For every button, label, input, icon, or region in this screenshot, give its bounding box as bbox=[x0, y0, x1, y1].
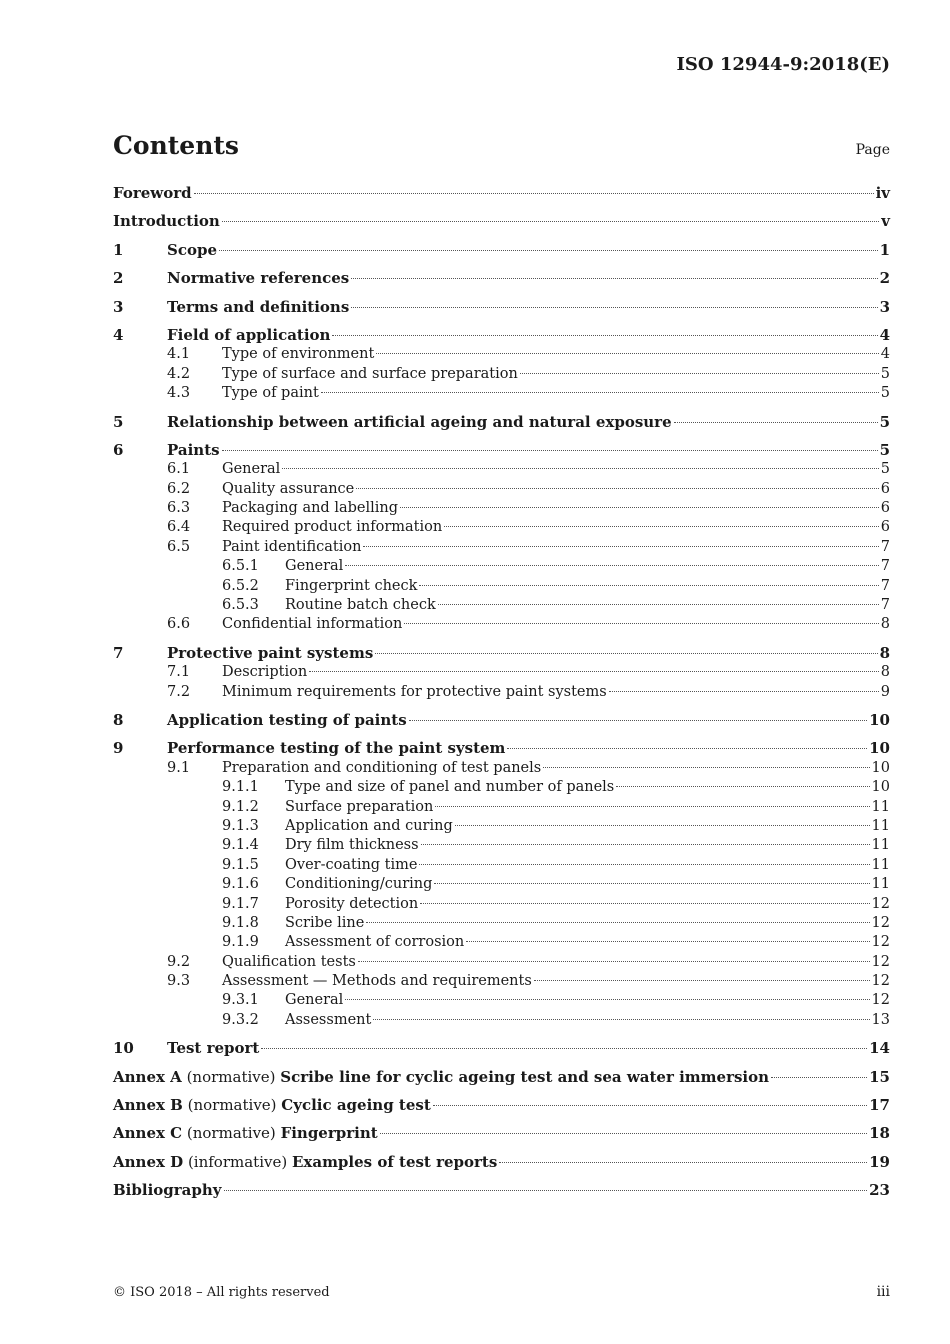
toc-entry-page: 12 bbox=[871, 914, 890, 931]
annex-type: (normative) bbox=[181, 1067, 281, 1086]
dot-leader bbox=[222, 450, 878, 451]
toc-entry-page: 3 bbox=[879, 297, 890, 316]
toc-entry[interactable] bbox=[113, 441, 890, 460]
toc-entry[interactable] bbox=[113, 711, 890, 730]
toc-entry-page: 12 bbox=[871, 953, 890, 970]
toc-entry-page: 11 bbox=[871, 856, 890, 873]
toc-entry-title: Bibliography bbox=[113, 1181, 222, 1200]
toc-entry-title: Terms and definitions bbox=[167, 297, 350, 316]
dot-leader bbox=[543, 767, 869, 768]
annex-title: Fingerprint bbox=[280, 1124, 378, 1143]
toc-entry-number: 9.3 bbox=[167, 973, 191, 990]
toc-entry-title: Description bbox=[222, 664, 308, 681]
toc-entry-page: 7 bbox=[880, 558, 890, 575]
annex-type: (normative) bbox=[182, 1096, 282, 1115]
dot-leader bbox=[380, 1133, 867, 1134]
toc-entry-page: 6 bbox=[880, 519, 890, 536]
dot-leader bbox=[771, 1077, 867, 1078]
toc-entry-number: 9.1.6 bbox=[222, 876, 259, 893]
toc-entry-number: 6.5.2 bbox=[222, 577, 259, 594]
toc-entry-title: Over-coating time bbox=[285, 856, 418, 873]
toc-entry-page: 5 bbox=[880, 365, 890, 382]
toc-entry[interactable] bbox=[113, 345, 890, 364]
toc-entry-page: 1 bbox=[879, 240, 890, 259]
toc-entry-number: 8 bbox=[113, 710, 124, 729]
toc-entry-title: Fingerprint check bbox=[285, 577, 418, 594]
dot-leader bbox=[363, 546, 878, 547]
dot-leader bbox=[345, 565, 878, 566]
toc-entry-title: General bbox=[285, 558, 344, 575]
toc-entry-number: 4.2 bbox=[167, 365, 191, 382]
dot-leader bbox=[433, 1105, 867, 1106]
dot-leader bbox=[321, 392, 879, 393]
toc-entry-title: Field of application bbox=[167, 325, 331, 344]
toc-entry-title: Foreword bbox=[113, 184, 192, 202]
dot-leader bbox=[194, 193, 874, 194]
toc-entry-page: 7 bbox=[880, 538, 890, 555]
annex-title: Cyclic ageing test bbox=[281, 1096, 431, 1115]
dot-leader bbox=[366, 922, 869, 923]
toc-entry-page: 11 bbox=[871, 817, 890, 834]
toc-entry-page: 5 bbox=[880, 461, 890, 478]
toc-entry-page: 7 bbox=[880, 597, 890, 614]
dot-leader bbox=[351, 307, 877, 308]
dot-leader bbox=[224, 1190, 868, 1191]
dot-leader bbox=[222, 221, 879, 222]
toc-entry-page: 11 bbox=[871, 837, 890, 854]
document-id: ISO 12944-9:2018(E) bbox=[676, 54, 890, 75]
dot-leader bbox=[345, 999, 869, 1000]
toc-entry-number: 4.3 bbox=[167, 385, 191, 402]
toc-entry-title: Scope bbox=[167, 240, 218, 259]
toc-entry-page: 17 bbox=[869, 1096, 890, 1115]
toc-entry-number: 9.3.1 bbox=[222, 992, 259, 1009]
toc-entry-page: 9 bbox=[880, 683, 890, 700]
toc-entry[interactable] bbox=[113, 615, 890, 634]
annex-label: Annex B bbox=[113, 1096, 183, 1115]
toc-entry-number: 9.1.5 bbox=[222, 856, 259, 873]
toc-entry-number: 6.5.3 bbox=[222, 597, 259, 614]
toc-entry-title: Paint identification bbox=[222, 538, 362, 555]
dot-leader bbox=[219, 250, 878, 251]
toc-entry[interactable] bbox=[113, 683, 890, 702]
toc-entry[interactable] bbox=[113, 1068, 890, 1087]
toc-entry-number: 4.1 bbox=[167, 346, 191, 363]
toc-entry-title: Application and curing bbox=[285, 817, 453, 834]
toc-entry-number: 9.1.1 bbox=[222, 779, 259, 796]
toc-entry[interactable] bbox=[113, 953, 890, 972]
toc-entry[interactable] bbox=[113, 1039, 890, 1058]
toc-entry-number: 5 bbox=[113, 412, 124, 431]
toc-entry-title: Type of environment bbox=[222, 346, 375, 363]
table-of-contents bbox=[113, 184, 890, 1201]
toc-entry-page: 4 bbox=[880, 346, 890, 363]
toc-entry-number: 9.1.9 bbox=[222, 934, 259, 951]
toc-entry[interactable] bbox=[113, 241, 890, 260]
toc-entry-number: 9.2 bbox=[167, 953, 191, 970]
dot-leader bbox=[455, 825, 870, 826]
toc-entry-title bbox=[113, 1096, 431, 1115]
toc-entry-page: 12 bbox=[871, 973, 890, 990]
toc-entry[interactable] bbox=[113, 739, 890, 758]
toc-entry-page: 2 bbox=[879, 269, 890, 288]
toc-entry[interactable] bbox=[113, 933, 890, 952]
annex-label: Annex A bbox=[113, 1067, 182, 1086]
annex-title: Scribe line for cyclic ageing test and sea water immersion bbox=[280, 1067, 770, 1086]
toc-entry-number: 2 bbox=[113, 269, 124, 288]
toc-entry-number: 6.1 bbox=[167, 461, 191, 478]
dot-leader bbox=[373, 1019, 869, 1020]
toc-entry[interactable] bbox=[113, 972, 890, 991]
dot-leader bbox=[351, 278, 877, 279]
toc-entry[interactable] bbox=[113, 557, 890, 576]
dot-leader bbox=[409, 720, 867, 721]
toc-entry-number: 9.1.7 bbox=[222, 895, 259, 912]
toc-entry[interactable] bbox=[113, 413, 890, 432]
toc-entry-title: Application testing of paints bbox=[167, 710, 407, 729]
toc-entry-title: Quality assurance bbox=[222, 480, 355, 497]
toc-entry-page: 8 bbox=[879, 643, 890, 662]
toc-entry-page: 6 bbox=[880, 500, 890, 517]
toc-entry-page: 11 bbox=[871, 798, 890, 815]
dot-leader bbox=[499, 1162, 867, 1163]
toc-entry[interactable] bbox=[113, 856, 890, 875]
toc-entry-title: Routine batch check bbox=[285, 597, 436, 614]
annex-type: (normative) bbox=[182, 1124, 281, 1143]
toc-entry-page: 13 bbox=[871, 1011, 890, 1028]
toc-entry-number: 7.2 bbox=[167, 683, 191, 700]
toc-entry-title: Porosity detection bbox=[285, 895, 419, 912]
toc-entry-number: 9.1.2 bbox=[222, 798, 259, 815]
toc-entry-title: Assessment of corrosion bbox=[285, 934, 465, 951]
dot-leader bbox=[404, 623, 878, 624]
dot-leader bbox=[616, 786, 869, 787]
annex-label: Annex C bbox=[113, 1124, 183, 1143]
toc-entry[interactable] bbox=[113, 798, 890, 817]
toc-entry-title: Relationship between artificial ageing and natural exposure bbox=[167, 412, 672, 431]
toc-entry[interactable] bbox=[113, 663, 890, 682]
toc-entry-page: 10 bbox=[871, 779, 890, 796]
toc-entry[interactable] bbox=[113, 460, 890, 479]
toc-entry-number: 6 bbox=[113, 440, 124, 459]
toc-entry-title: Scribe line bbox=[285, 914, 365, 931]
annex-label: Annex D bbox=[113, 1152, 184, 1171]
toc-entry[interactable] bbox=[113, 269, 890, 288]
toc-entry-title: Type of surface and surface preparation bbox=[222, 365, 518, 382]
toc-entry-title: Type of paint bbox=[222, 385, 319, 402]
dot-leader bbox=[419, 585, 878, 586]
toc-entry[interactable] bbox=[113, 480, 890, 499]
toc-entry-page: 12 bbox=[871, 992, 890, 1009]
toc-entry[interactable] bbox=[113, 836, 890, 855]
dot-leader bbox=[466, 941, 869, 942]
dot-leader bbox=[282, 468, 878, 469]
dot-leader bbox=[444, 526, 879, 527]
toc-entry[interactable] bbox=[113, 499, 890, 518]
toc-entry-page: 8 bbox=[880, 664, 890, 681]
toc-entry[interactable] bbox=[113, 518, 890, 537]
toc-entry-page: 5 bbox=[879, 440, 890, 459]
toc-entry-number: 9 bbox=[113, 739, 124, 758]
toc-entry-page: v bbox=[881, 212, 890, 231]
toc-entry-page: 10 bbox=[869, 710, 890, 729]
toc-entry[interactable] bbox=[113, 384, 890, 403]
dot-leader bbox=[309, 671, 879, 672]
toc-entry-page: 23 bbox=[869, 1181, 890, 1200]
dot-leader bbox=[434, 883, 869, 884]
toc-entry-title: Type and size of panel and number of panels bbox=[285, 779, 615, 796]
footer-page-number: iii bbox=[876, 1284, 890, 1300]
toc-entry-title: Protective paint systems bbox=[167, 643, 374, 662]
toc-entry-title: Normative references bbox=[167, 269, 350, 288]
toc-entry-number: 7 bbox=[113, 643, 124, 662]
toc-entry-title: Dry film thickness bbox=[285, 837, 419, 854]
toc-entry-title bbox=[113, 1068, 769, 1087]
toc-entry-number: 3 bbox=[113, 297, 124, 316]
dot-leader bbox=[358, 961, 870, 962]
dot-leader bbox=[421, 844, 870, 845]
toc-entry-page: 14 bbox=[869, 1039, 890, 1058]
toc-entry[interactable] bbox=[113, 1011, 890, 1030]
toc-entry-page: 10 bbox=[869, 739, 890, 758]
toc-entry-number: 1 bbox=[113, 240, 124, 259]
toc-entry-page: 18 bbox=[869, 1124, 890, 1143]
toc-entry-title: Confidential information bbox=[222, 616, 403, 633]
toc-entry[interactable] bbox=[113, 577, 890, 596]
toc-entry[interactable] bbox=[113, 538, 890, 557]
toc-entry-page: 12 bbox=[871, 895, 890, 912]
toc-entry-title: Packaging and labelling bbox=[222, 500, 399, 517]
toc-entry-page: 10 bbox=[871, 759, 890, 776]
toc-entry-title: General bbox=[222, 461, 281, 478]
dot-leader bbox=[375, 653, 877, 654]
contents-title: Contents bbox=[113, 131, 240, 160]
toc-entry-title: Conditioning/curing bbox=[285, 876, 433, 893]
toc-entry-number: 10 bbox=[113, 1039, 134, 1058]
toc-entry-page: 5 bbox=[880, 385, 890, 402]
dot-leader bbox=[376, 353, 878, 354]
toc-entry-number: 4 bbox=[113, 325, 124, 344]
toc-entry-number: 6.4 bbox=[167, 519, 191, 536]
dot-leader bbox=[534, 980, 870, 981]
toc-entry-number: 7.1 bbox=[167, 664, 191, 681]
toc-entry-page: 5 bbox=[879, 412, 890, 431]
toc-entry[interactable] bbox=[113, 895, 890, 914]
toc-entry[interactable] bbox=[113, 875, 890, 894]
dot-leader bbox=[507, 748, 867, 749]
page-column-label: Page bbox=[855, 142, 890, 158]
toc-entry[interactable] bbox=[113, 778, 890, 797]
toc-entry-number: 6.6 bbox=[167, 616, 191, 633]
toc-entry[interactable] bbox=[113, 1181, 890, 1200]
dot-leader bbox=[400, 507, 879, 508]
toc-entry-number: 9.1.8 bbox=[222, 914, 259, 931]
toc-entry[interactable] bbox=[113, 184, 890, 203]
footer-copyright: © ISO 2018 – All rights reserved bbox=[113, 1285, 330, 1300]
toc-entry-number: 9.1.4 bbox=[222, 837, 259, 854]
toc-entry[interactable] bbox=[113, 596, 890, 615]
toc-entry[interactable] bbox=[113, 298, 890, 317]
toc-entry-page: iv bbox=[875, 184, 890, 202]
toc-entry-page: 4 bbox=[879, 325, 890, 344]
toc-entry-title: Introduction bbox=[113, 212, 220, 231]
toc-entry[interactable] bbox=[113, 326, 890, 345]
toc-entry-page: 8 bbox=[880, 616, 890, 633]
dot-leader bbox=[438, 604, 879, 605]
dot-leader bbox=[332, 335, 877, 336]
toc-entry[interactable] bbox=[113, 1124, 890, 1143]
dot-leader bbox=[435, 806, 869, 807]
annex-type: (informative) bbox=[183, 1152, 292, 1171]
toc-entry-title: Minimum requirements for protective paint systems bbox=[222, 683, 607, 700]
toc-entry[interactable] bbox=[113, 1153, 890, 1172]
toc-entry[interactable] bbox=[113, 817, 890, 836]
annex-title: Examples of test reports bbox=[291, 1152, 498, 1171]
toc-entry-title: Preparation and conditioning of test panels bbox=[222, 759, 542, 776]
toc-entry-title: Assessment bbox=[285, 1011, 372, 1028]
toc-entry[interactable] bbox=[113, 759, 890, 778]
toc-entry[interactable] bbox=[113, 991, 890, 1010]
toc-entry[interactable] bbox=[113, 365, 890, 384]
toc-entry-title: Test report bbox=[167, 1039, 260, 1058]
toc-entry-number: 6.5.1 bbox=[222, 558, 259, 575]
toc-entry-title bbox=[113, 1153, 497, 1172]
toc-entry-page: 11 bbox=[871, 876, 890, 893]
dot-leader bbox=[420, 903, 869, 904]
toc-entry-title: Required product information bbox=[222, 519, 443, 536]
dot-leader bbox=[261, 1048, 867, 1049]
dot-leader bbox=[419, 864, 869, 865]
toc-entry-number: 6.3 bbox=[167, 500, 191, 517]
dot-leader bbox=[520, 373, 879, 374]
toc-entry-title: Paints bbox=[167, 440, 220, 459]
toc-entry[interactable] bbox=[113, 1096, 890, 1115]
toc-entry-title: Assessment — Methods and requirements bbox=[222, 973, 532, 990]
toc-entry-number: 9.1 bbox=[167, 759, 191, 776]
toc-entry[interactable] bbox=[113, 914, 890, 933]
toc-entry[interactable] bbox=[113, 644, 890, 663]
toc-entry-page: 15 bbox=[869, 1067, 890, 1086]
toc-entry-page: 19 bbox=[869, 1152, 890, 1171]
toc-entry-title: General bbox=[285, 992, 344, 1009]
toc-entry-page: 12 bbox=[871, 934, 890, 951]
toc-entry-number: 6.5 bbox=[167, 538, 191, 555]
toc-entry-number: 9.3.2 bbox=[222, 1011, 259, 1028]
dot-leader bbox=[356, 488, 879, 489]
toc-entry-title bbox=[113, 1124, 378, 1143]
toc-entry-page: 7 bbox=[880, 577, 890, 594]
dot-leader bbox=[674, 422, 878, 423]
toc-entry-title: Qualification tests bbox=[222, 953, 356, 970]
toc-entry-title: Performance testing of the paint system bbox=[167, 739, 506, 758]
toc-entry-number: 6.2 bbox=[167, 480, 191, 497]
toc-entry-page: 6 bbox=[880, 480, 890, 497]
toc-entry[interactable] bbox=[113, 212, 890, 231]
toc-entry-title: Surface preparation bbox=[285, 798, 434, 815]
toc-entry-number: 9.1.3 bbox=[222, 817, 259, 834]
dot-leader bbox=[609, 691, 879, 692]
